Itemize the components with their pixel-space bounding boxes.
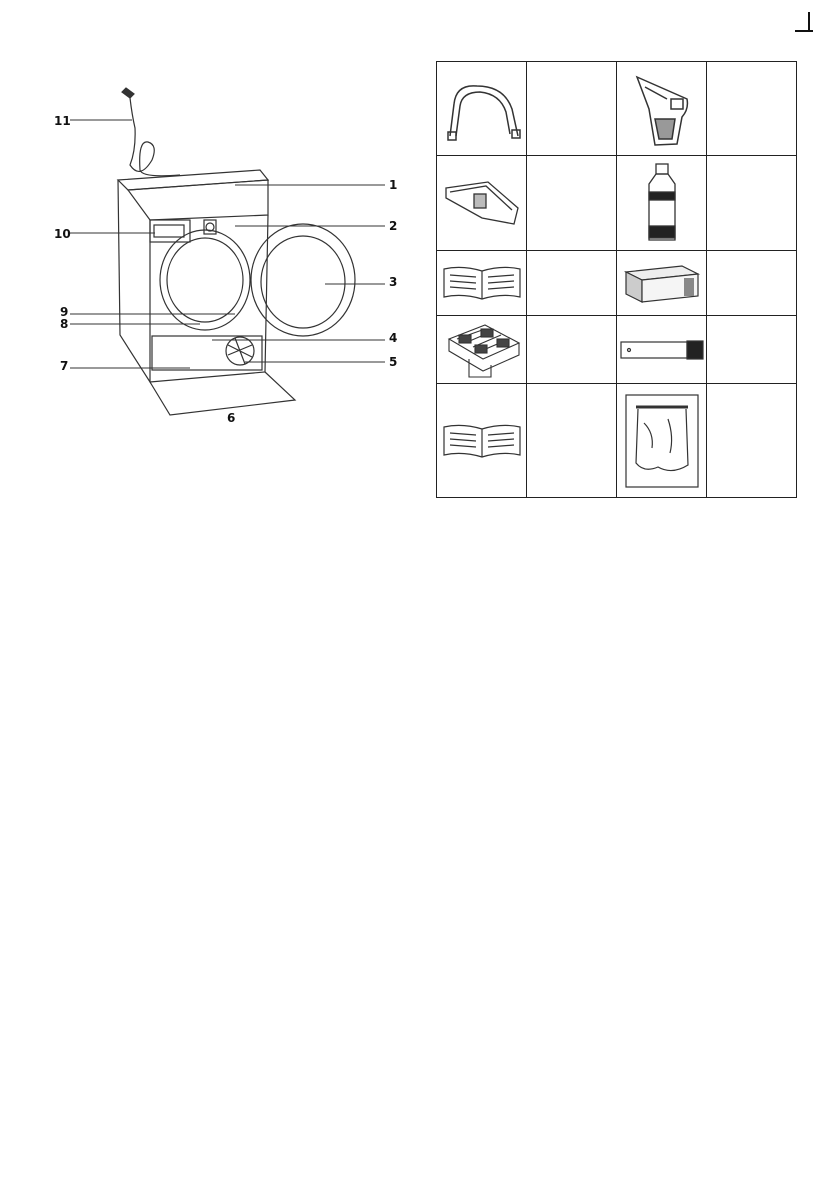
accessory-label xyxy=(707,316,797,384)
accessory-cell-bag xyxy=(617,384,707,498)
accessory-cell-drying-basket xyxy=(437,316,527,384)
callout-3: 3 xyxy=(389,275,398,289)
accessory-label xyxy=(707,384,797,498)
accessory-label xyxy=(527,62,617,156)
callout-1: 1 xyxy=(389,178,398,192)
box-icon xyxy=(622,260,702,306)
accessory-label xyxy=(527,384,617,498)
drying-basket-icon xyxy=(441,319,523,381)
crop-mark-horizontal xyxy=(795,30,813,32)
manual-booklet-icon xyxy=(442,263,522,303)
dryer-diagram xyxy=(40,70,420,440)
accessory-cell-manual xyxy=(437,251,527,316)
dryer-illustration xyxy=(40,70,420,440)
manual-booklet-icon xyxy=(442,421,522,461)
callout-2: 2 xyxy=(389,219,398,233)
accessory-cell-box xyxy=(617,251,707,316)
accessories-table xyxy=(436,61,797,498)
sponge-filter-icon xyxy=(442,168,522,238)
accessory-label xyxy=(707,156,797,251)
callout-9: 9 xyxy=(60,305,69,319)
accessory-cell-water-tank xyxy=(617,62,707,156)
callout-11: 11 xyxy=(54,114,71,128)
callout-7: 7 xyxy=(60,359,69,373)
bottle-icon xyxy=(637,162,687,244)
accessory-cell-sponge-filter xyxy=(437,156,527,251)
accessory-label xyxy=(707,62,797,156)
accessory-label xyxy=(527,156,617,251)
bag-icon xyxy=(624,393,700,489)
water-tank-icon xyxy=(627,69,697,149)
callout-10: 10 xyxy=(54,227,71,241)
accessory-label xyxy=(527,251,617,316)
callout-4: 4 xyxy=(389,331,398,345)
accessory-label xyxy=(527,316,617,384)
accessory-cell-drain-hose xyxy=(437,62,527,156)
callout-6: 6 xyxy=(227,411,236,425)
callout-5: 5 xyxy=(389,355,398,369)
cleaning-brush-icon xyxy=(619,338,705,362)
accessory-cell-manual xyxy=(437,384,527,498)
accessory-cell-cleaning-brush xyxy=(617,316,707,384)
drain-hose-icon xyxy=(442,74,522,144)
crop-mark-vertical xyxy=(808,12,810,32)
callout-8: 8 xyxy=(60,317,69,331)
accessory-cell-bottle xyxy=(617,156,707,251)
accessory-label xyxy=(707,251,797,316)
